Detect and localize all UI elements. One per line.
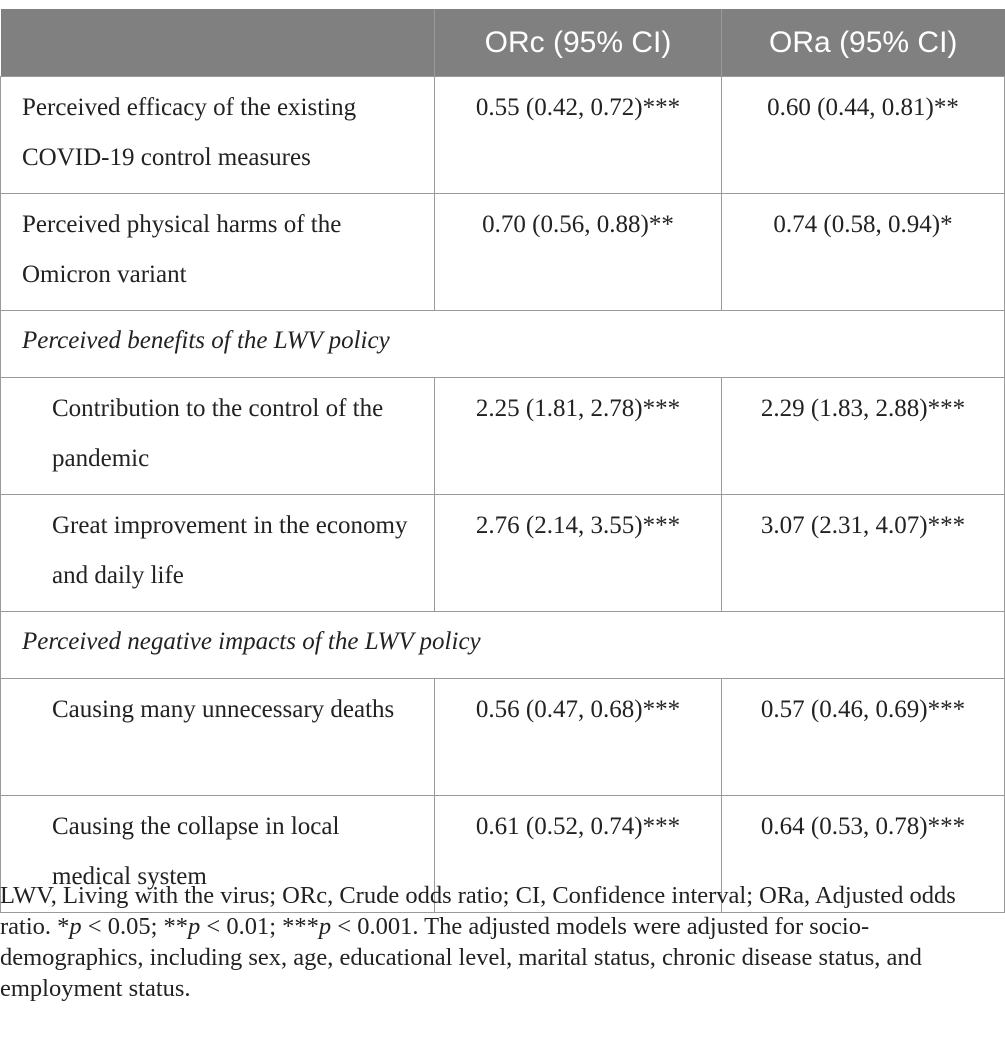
table-header-row bbox=[1, 9, 1005, 77]
ora-value: 0.74 (0.58, 0.94)* bbox=[722, 194, 1005, 311]
orc-value: 0.55 (0.42, 0.72)*** bbox=[435, 77, 722, 194]
footnote-text-4: < 0.001. The adjusted models were adjusted for socio-demographics, including sex, age, educational level, marital status, chronic disease status, and employment status. bbox=[0, 913, 922, 1002]
ora-value: 2.29 (1.83, 2.88)*** bbox=[722, 378, 1005, 495]
table-row bbox=[1, 194, 1005, 311]
section-heading: Perceived negative impacts of the LWV policy bbox=[1, 612, 1005, 679]
header-cell-orc: ORc (95% CI) bbox=[435, 9, 722, 77]
ora-value: 0.57 (0.46, 0.69)*** bbox=[722, 679, 1005, 796]
header-cell-blank bbox=[1, 9, 435, 77]
section-row bbox=[1, 612, 1005, 679]
footnote-p-3: p bbox=[318, 913, 332, 940]
footnote-text-1: LWV, Living with the virus; ORc, Crude odds ratio; CI, Confidence interval; ORa, Adjusted odds ratio. * bbox=[0, 882, 956, 940]
table-row bbox=[1, 77, 1005, 194]
table-row bbox=[1, 495, 1005, 612]
row-label: Perceived efficacy of the existing COVID-19 control measures bbox=[1, 77, 435, 194]
odds-ratio-table bbox=[0, 9, 1005, 913]
table-row bbox=[1, 378, 1005, 495]
ora-value: 0.60 (0.44, 0.81)** bbox=[722, 77, 1005, 194]
footnote-text-3: < 0.01; *** bbox=[200, 913, 319, 940]
orc-value: 0.61 (0.52, 0.74)*** bbox=[435, 796, 722, 913]
row-label: Contribution to the control of the pandemic bbox=[1, 378, 435, 495]
orc-value: 0.70 (0.56, 0.88)** bbox=[435, 194, 722, 311]
footnote-p-1: p bbox=[69, 913, 82, 940]
footnote-text-2: < 0.05; ** bbox=[81, 913, 189, 940]
orc-value: 2.76 (2.14, 3.55)*** bbox=[435, 495, 722, 612]
orc-value: 2.25 (1.81, 2.78)*** bbox=[435, 378, 722, 495]
row-label: Great improvement in the economy and daily life bbox=[1, 495, 435, 612]
ora-value: 0.64 (0.53, 0.78)*** bbox=[722, 796, 1005, 913]
row-label: Perceived physical harms of the Omicron variant bbox=[1, 194, 435, 311]
row-label: Causing the collapse in local medical system bbox=[1, 796, 435, 913]
table-row bbox=[1, 679, 1005, 796]
orc-value: 0.56 (0.47, 0.68)*** bbox=[435, 679, 722, 796]
ora-value: 3.07 (2.31, 4.07)*** bbox=[722, 495, 1005, 612]
section-row bbox=[1, 311, 1005, 378]
section-heading: Perceived benefits of the LWV policy bbox=[1, 311, 1005, 378]
table-footnote bbox=[0, 880, 1000, 1004]
row-label: Causing many unnecessary deaths bbox=[1, 679, 435, 796]
header-cell-ora: ORa (95% CI) bbox=[722, 9, 1005, 77]
footnote-p-2: p bbox=[188, 913, 201, 940]
